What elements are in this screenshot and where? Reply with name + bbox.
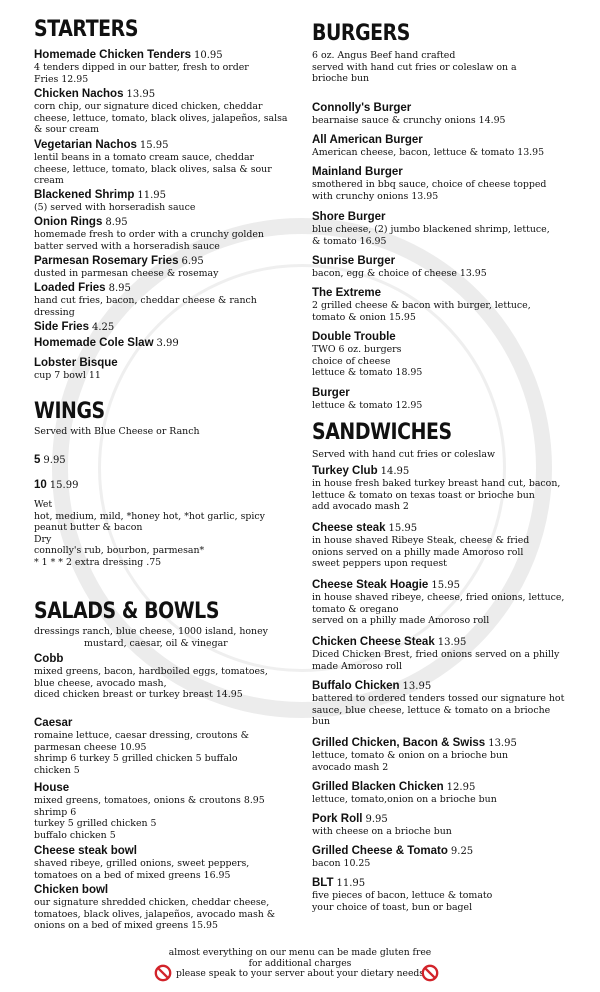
wings-note: Dry [34, 533, 52, 545]
item-price: 13.95 [126, 89, 156, 100]
item-name: All American Burger [312, 134, 423, 146]
menu-item [312, 205, 584, 247]
item-name: Chicken Cheese Steak [312, 636, 435, 648]
item-desc: cheese, lettuce, tomato, black olives, salsa & sour [34, 163, 272, 175]
item-name: Grilled Cheese & Tomato [312, 845, 448, 857]
item-desc: lettuce & tomato on texas toast or brioche bun [312, 489, 535, 501]
item-desc: dusted in parmesan cheese & rosemay [34, 268, 219, 279]
item-price: 11.95 [336, 878, 366, 889]
item-desc: & tomato 16.95 [312, 235, 387, 247]
item-name: Onion Rings [34, 216, 103, 228]
item-price: 13.95 [437, 637, 467, 648]
wings-note: connolly's rub, bourbon, parmesan* [34, 545, 205, 556]
no-symbol-icon [421, 964, 439, 982]
item-name: The Extreme [312, 287, 382, 299]
item-desc: dressing [34, 306, 75, 318]
item-name: Mainland Burger [312, 166, 403, 178]
burgers-subtitle-line: 6 oz. Angus Beef hand crafted [312, 50, 456, 61]
item-name: House [34, 782, 70, 794]
item-desc: in house fresh baked turkey breast hand cut, bacon, [312, 478, 561, 489]
wings-note: hot, medium, mild, *honey hot, *hot garlic, spicy [34, 510, 265, 522]
salads-heading: SALADS & BOWLS [34, 599, 220, 624]
item-desc: 4 tenders dipped in our batter, fresh to order [34, 62, 249, 73]
menu-item [34, 210, 292, 252]
footer-note [0, 948, 600, 980]
item-desc: American cheese, bacon, lettuce & tomato 13.95 [312, 147, 545, 158]
menu-item [312, 674, 584, 728]
item-desc: sauce, blue cheese, lettuce & tomato on a brioche [312, 704, 551, 716]
item-desc: batter served with a horseradish sauce [34, 240, 220, 252]
item-desc: in house shaved ribeye, cheese, fried onions, lettuce, [312, 592, 565, 603]
menu-item [312, 281, 584, 323]
item-desc: buffalo chicken 5 [34, 829, 116, 841]
burgers-heading: BURGERS [312, 21, 410, 46]
item-name: Loaded Fries [34, 282, 106, 294]
wings-subtitle: Served with Blue Cheese or Ranch [34, 426, 200, 437]
item-name: Burger [312, 387, 350, 399]
menu-item [312, 731, 584, 773]
item-desc: add avocado mash 2 [312, 501, 409, 512]
item-desc: corn chip, our signature diced chicken, cheddar [34, 101, 263, 112]
item-name: Cheese steak bowl [34, 845, 137, 857]
item-price: 8.95 [105, 217, 128, 228]
burgers-subtitle [312, 50, 584, 85]
menu-item [312, 325, 584, 379]
item-price: 10.95 [194, 50, 223, 61]
item-desc: shrimp 6 turkey 5 grilled chicken 5 buffalo [34, 753, 238, 764]
item-name: Grilled Chicken, Bacon & Swiss [312, 737, 486, 749]
menu-item [312, 249, 584, 280]
item-desc: 2 grilled cheese & bacon with burger, lettuce, [312, 300, 531, 311]
item-desc: made Amoroso roll [312, 660, 402, 672]
item-desc: served on a philly made Amoroso roll [312, 615, 490, 626]
item-desc: romaine lettuce, caesar dressing, croutons & [34, 730, 249, 741]
item-desc: hand cut fries, bacon, cheddar cheese & ranch [34, 295, 257, 306]
item-desc: (5) served with horseradish sauce [34, 202, 196, 213]
menu-item [312, 573, 584, 627]
item-price: 12.95 [446, 782, 476, 793]
menu-item [312, 630, 584, 672]
item-name: Turkey Club [312, 465, 378, 477]
starters-heading: STARTERS [34, 17, 139, 42]
item-desc: choice of cheese [312, 355, 391, 367]
item-desc: tomato & onion 15.95 [312, 311, 416, 323]
item-desc: parmesan cheese 10.95 [34, 741, 147, 753]
menu-item [34, 133, 292, 187]
item-name: Shore Burger [312, 211, 386, 223]
item-price: 13.95 [402, 681, 432, 692]
wings-note: Wet [34, 499, 53, 510]
item-desc: homemade fresh to order with a crunchy golden [34, 229, 264, 240]
menu-item [34, 249, 292, 280]
item-name: Pork Roll [312, 813, 363, 825]
menu-item [34, 776, 292, 841]
wing-price: 15.99 [49, 480, 79, 491]
salads-subtitle-line: mustard, caesar, oil & vinegar [84, 637, 228, 649]
menu-item [312, 839, 584, 870]
salads-subtitle-line: dressings ranch, blue cheese, 1000 island, honey [34, 626, 268, 637]
item-desc: TWO 6 oz. burgers [312, 344, 402, 355]
menu-item [312, 516, 584, 570]
item-name: Double Trouble [312, 331, 396, 343]
item-name: Cheese Steak Hoagie [312, 579, 429, 591]
wings-option [34, 448, 292, 467]
wing-count: 10 [34, 479, 47, 491]
item-name: Sunrise Burger [312, 255, 396, 267]
item-desc: lettuce, tomato,onion on a brioche bun [312, 794, 497, 805]
no-symbol-icon [154, 964, 172, 982]
item-name: Connolly's Burger [312, 102, 412, 114]
item-desc: turkey 5 grilled chicken 5 [34, 818, 157, 829]
item-desc: shrimp 6 [34, 806, 77, 818]
item-desc: onions served on a philly made Amoroso roll [312, 546, 524, 558]
wing-count: 5 [34, 454, 41, 466]
item-desc: battered to ordered tenders tossed our signature hot [312, 693, 565, 704]
menu-item [34, 711, 292, 776]
item-name: Buffalo Chicken [312, 680, 400, 692]
wings-option [34, 473, 292, 492]
wings-note: * 1 * * 2 extra dressing .75 [34, 556, 162, 568]
item-desc: with cheese on a brioche bun [312, 826, 452, 837]
item-desc: five pieces of bacon, lettuce & tomato [312, 890, 493, 901]
item-price: 13.95 [488, 738, 517, 749]
item-name: Chicken bowl [34, 884, 109, 896]
item-name: Grilled Blacken Chicken [312, 781, 444, 793]
item-price: 15.95 [139, 140, 169, 151]
item-name: Blackened Shrimp [34, 189, 135, 201]
item-desc: tomato & oregano [312, 603, 399, 615]
item-name: BLT [312, 877, 334, 889]
item-desc: blue cheese, (2) jumbo blackened shrimp, lettuce, [312, 224, 550, 235]
item-desc: bearnaise sauce & crunchy onions 14.95 [312, 115, 506, 126]
item-desc: bacon 10.25 [312, 858, 371, 869]
sandwiches-heading: SANDWICHES [312, 420, 452, 445]
menu-item [34, 276, 292, 318]
menu-item [34, 43, 292, 85]
item-name: Chicken Nachos [34, 88, 124, 100]
footer-line: for additional charges [248, 957, 352, 969]
item-name: Vegetarian Nachos [34, 139, 137, 151]
item-desc: diced chicken breast or turkey breast 14.95 [34, 689, 243, 700]
menu-item [34, 647, 292, 701]
item-desc: Diced Chicken Brest, fried onions served on a philly [312, 649, 560, 660]
item-price: 14.95 [380, 466, 410, 477]
item-price: 6.95 [181, 256, 204, 267]
item-price: 9.25 [450, 846, 474, 857]
wings-notes [34, 499, 292, 568]
sandwiches-subtitle: Served with hand cut fries or coleslaw [312, 449, 496, 460]
menu-item [312, 871, 584, 913]
menu-item [34, 82, 292, 136]
item-desc: lettuce, tomato & onion on a brioche bun [312, 750, 509, 761]
item-name: Cheese steak [312, 522, 386, 534]
menu-item [34, 331, 292, 350]
footer-line: almost everything on our menu can be made gluten free [168, 947, 432, 958]
menu-item [312, 160, 584, 202]
menu-item [34, 183, 292, 214]
footer-line: please speak to your server about your dietary needs [175, 968, 425, 979]
item-price: 15.95 [431, 580, 460, 591]
item-price: 11.95 [137, 190, 166, 201]
item-desc: onions on a bed of mixed greens 15.95 [34, 920, 218, 931]
item-desc: shaved ribeye, grilled onions, sweet peppers, [34, 858, 250, 869]
item-desc: mixed greens, tomatoes, onions & croutons 8.95 [34, 795, 265, 806]
item-price: 3.99 [156, 338, 179, 349]
item-desc: cream [34, 175, 64, 186]
item-desc: mixed greens, bacon, hardboiled eggs, tomatoes, [34, 666, 268, 677]
item-desc: lentil beans in a tomato cream sauce, cheddar [34, 152, 255, 163]
item-desc: avocado mash 2 [312, 761, 389, 773]
item-desc: cheese, lettuce, tomato, black olives, jalapeños, salsa [34, 112, 288, 124]
item-name: Side Fries [34, 321, 89, 333]
item-desc: blue cheese, avocado mash, [34, 677, 167, 689]
burgers-subtitle-line: brioche bun [312, 73, 370, 84]
item-desc: cup 7 bowl 11 [34, 370, 101, 381]
menu-item [312, 128, 584, 159]
item-name: Lobster Bisque [34, 357, 118, 369]
item-name: Parmesan Rosemary Fries [34, 255, 179, 267]
item-desc: your choice of toast, bun or bagel [312, 901, 473, 913]
item-price: 4.25 [91, 322, 115, 333]
menu-item [312, 807, 584, 838]
item-desc: lettuce & tomato 12.95 [312, 400, 423, 411]
item-price: 8.95 [108, 283, 131, 294]
salads-subtitle [34, 626, 292, 649]
wings-note: peanut butter & bacon [34, 522, 143, 533]
item-desc: with crunchy onions 13.95 [312, 190, 439, 202]
item-desc: Fries 12.95 [34, 73, 89, 85]
menu-item [312, 459, 584, 513]
item-desc: sweet peppers upon request [312, 558, 447, 569]
burgers-subtitle-line: served with hand cut fries or coleslaw on a [312, 61, 517, 73]
item-desc: & sour cream [34, 124, 100, 135]
item-desc: lettuce & tomato 18.95 [312, 367, 423, 378]
item-name: Caesar [34, 717, 73, 729]
menu-item [312, 96, 584, 127]
item-desc: chicken 5 [34, 764, 80, 776]
menu-item [312, 775, 584, 806]
item-name: Homemade Chicken Tenders [34, 49, 192, 61]
item-price: 9.95 [365, 814, 388, 825]
menu-item [312, 381, 584, 412]
menu-item [34, 878, 292, 932]
item-desc: bun [312, 716, 331, 727]
item-price: 15.95 [388, 523, 418, 534]
item-desc: tomatoes, black olives, jalapeños, avocado mash & [34, 908, 276, 920]
item-desc: tomatoes on a bed of mixed greens 16.95 [34, 869, 231, 881]
item-desc: our signature shredded chicken, cheddar cheese, [34, 897, 270, 908]
wings-heading: WINGS [34, 399, 105, 424]
item-name: Cobb [34, 653, 64, 665]
item-desc: in house shaved Ribeye Steak, cheese & fried [312, 535, 530, 546]
wing-price: 9.95 [43, 455, 66, 466]
item-name: Homemade Cole Slaw [34, 337, 154, 349]
item-desc: smothered in bbq sauce, choice of cheese topped [312, 179, 547, 190]
menu-item [34, 351, 292, 382]
item-desc: bacon, egg & choice of cheese 13.95 [312, 268, 487, 279]
menu-item [34, 839, 292, 881]
